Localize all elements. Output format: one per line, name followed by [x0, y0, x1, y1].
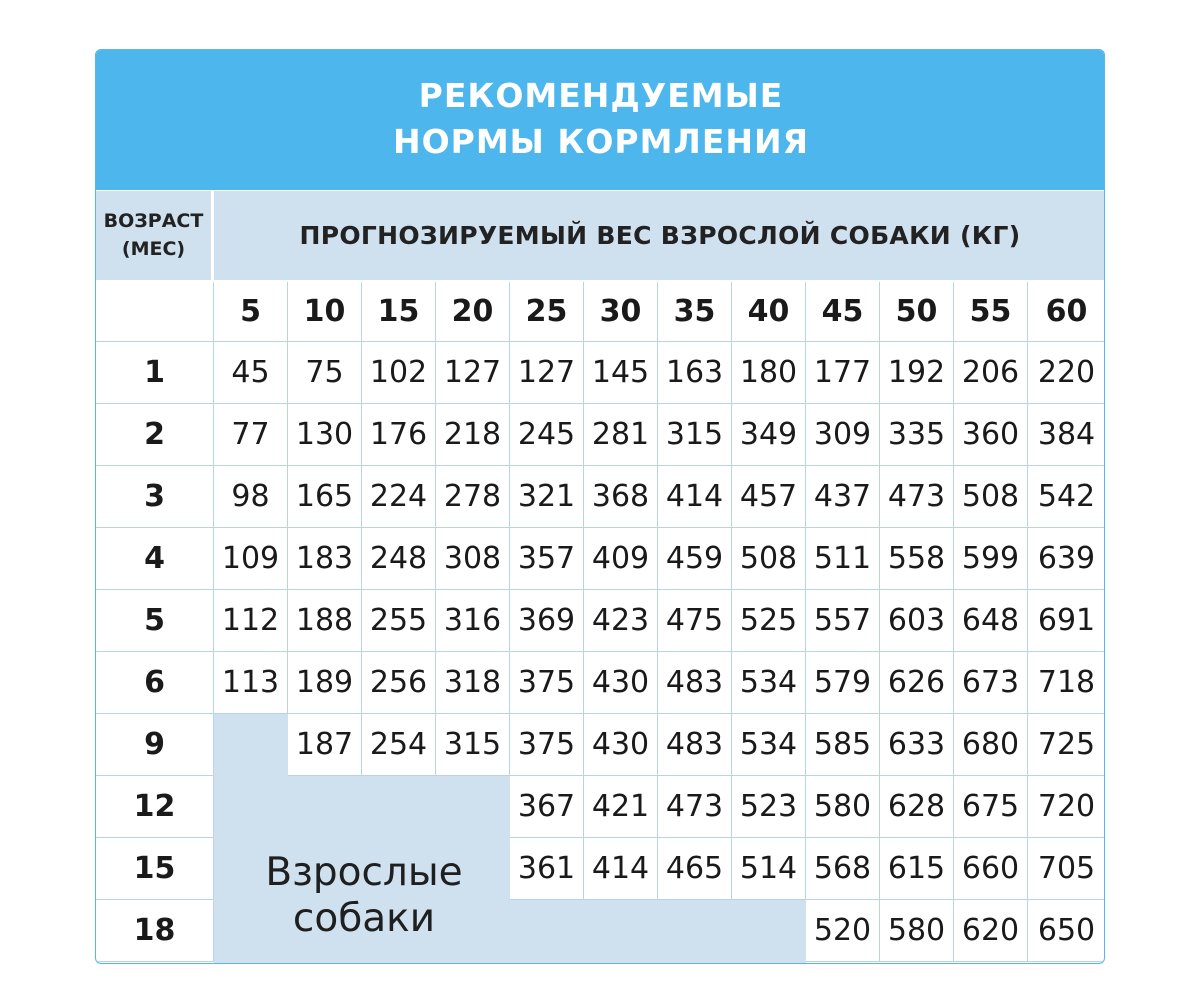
value-cell: 542 — [1028, 466, 1105, 528]
value-cell: 369 — [510, 590, 584, 652]
weight-column-50: 50 — [880, 282, 954, 342]
value-cell: 705 — [1028, 838, 1105, 900]
value-cell: 183 — [288, 528, 362, 590]
value-cell: 639 — [1028, 528, 1105, 590]
value-cell: 680 — [954, 714, 1028, 776]
weight-column-55: 55 — [954, 282, 1028, 342]
value-cell: 620 — [954, 900, 1028, 962]
value-cell: 75 — [288, 342, 362, 404]
adult-label-line-1: Взрослые — [265, 850, 463, 895]
value-cell: 534 — [732, 652, 806, 714]
value-cell: 430 — [584, 652, 658, 714]
value-cell: 465 — [658, 838, 732, 900]
age-cell-4: 4 — [96, 528, 214, 590]
value-cell: 206 — [954, 342, 1028, 404]
value-cell: 473 — [880, 466, 954, 528]
value-cell: 77 — [214, 404, 288, 466]
value-cell: 321 — [510, 466, 584, 528]
value-cell: 109 — [214, 528, 288, 590]
value-cell: 615 — [880, 838, 954, 900]
adult-label-line-2: собаки — [292, 896, 436, 941]
adult-shade-region — [214, 714, 288, 776]
feeding-table-card — [95, 49, 1105, 964]
value-cell: 375 — [510, 652, 584, 714]
title-bar — [96, 50, 1105, 190]
value-cell: 316 — [436, 590, 510, 652]
value-cell: 508 — [732, 528, 806, 590]
adult-shade-region — [214, 776, 510, 838]
age-header-spacer — [96, 282, 214, 342]
value-cell: 483 — [658, 652, 732, 714]
value-cell: 628 — [880, 776, 954, 838]
value-cell: 45 — [214, 342, 288, 404]
value-cell: 568 — [806, 838, 880, 900]
value-cell: 523 — [732, 776, 806, 838]
value-cell: 423 — [584, 590, 658, 652]
value-cell: 218 — [436, 404, 510, 466]
value-cell: 224 — [362, 466, 436, 528]
value-cell: 367 — [510, 776, 584, 838]
value-cell: 165 — [288, 466, 362, 528]
age-cell-2: 2 — [96, 404, 214, 466]
age-cell-9: 9 — [96, 714, 214, 776]
value-cell: 675 — [954, 776, 1028, 838]
value-cell: 691 — [1028, 590, 1105, 652]
value-cell: 580 — [806, 776, 880, 838]
value-cell: 718 — [1028, 652, 1105, 714]
value-cell: 720 — [1028, 776, 1105, 838]
value-cell: 130 — [288, 404, 362, 466]
value-cell: 318 — [436, 652, 510, 714]
weight-column-25: 25 — [510, 282, 584, 342]
value-cell: 414 — [584, 838, 658, 900]
value-cell: 580 — [880, 900, 954, 962]
age-cell-3: 3 — [96, 466, 214, 528]
value-cell: 525 — [732, 590, 806, 652]
title-line-1: РЕКОМЕНДУЕМЫЕ — [418, 76, 784, 115]
value-cell: 145 — [584, 342, 658, 404]
value-cell: 660 — [954, 838, 1028, 900]
value-cell: 579 — [806, 652, 880, 714]
value-cell: 163 — [658, 342, 732, 404]
value-cell: 127 — [510, 342, 584, 404]
age-cell-6: 6 — [96, 652, 214, 714]
value-cell: 192 — [880, 342, 954, 404]
value-cell: 220 — [1028, 342, 1105, 404]
value-cell: 520 — [806, 900, 880, 962]
weight-column-15: 15 — [362, 282, 436, 342]
value-cell: 437 — [806, 466, 880, 528]
age-header-line-2: (МЕС) — [121, 238, 186, 260]
value-cell: 349 — [732, 404, 806, 466]
value-cell: 430 — [584, 714, 658, 776]
weight-column-35: 35 — [658, 282, 732, 342]
value-cell: 414 — [658, 466, 732, 528]
value-cell: 98 — [214, 466, 288, 528]
value-cell: 585 — [806, 714, 880, 776]
value-cell: 508 — [954, 466, 1028, 528]
value-cell: 473 — [658, 776, 732, 838]
weight-column-40: 40 — [732, 282, 806, 342]
value-cell: 557 — [806, 590, 880, 652]
age-column-header — [96, 191, 211, 280]
weight-column-30: 30 — [584, 282, 658, 342]
value-cell: 483 — [658, 714, 732, 776]
title-line-2: НОРМЫ КОРМЛЕНИЯ — [392, 122, 810, 161]
value-cell: 112 — [214, 590, 288, 652]
value-cell: 335 — [880, 404, 954, 466]
value-cell: 475 — [658, 590, 732, 652]
weight-column-5: 5 — [214, 282, 288, 342]
value-cell: 187 — [288, 714, 362, 776]
age-cell-1: 1 — [96, 342, 214, 404]
value-cell: 309 — [806, 404, 880, 466]
value-cell: 514 — [732, 838, 806, 900]
age-header-line-1: ВОЗРАСТ — [103, 210, 204, 232]
weight-header — [214, 191, 1105, 280]
value-cell: 558 — [880, 528, 954, 590]
value-cell: 421 — [584, 776, 658, 838]
age-cell-15: 15 — [96, 838, 214, 900]
value-cell: 457 — [732, 466, 806, 528]
value-cell: 113 — [214, 652, 288, 714]
value-cell: 315 — [436, 714, 510, 776]
value-cell: 511 — [806, 528, 880, 590]
value-cell: 361 — [510, 838, 584, 900]
value-cell: 278 — [436, 466, 510, 528]
weight-column-20: 20 — [436, 282, 510, 342]
weight-column-10: 10 — [288, 282, 362, 342]
value-cell: 127 — [436, 342, 510, 404]
value-cell: 459 — [658, 528, 732, 590]
value-cell: 633 — [880, 714, 954, 776]
value-cell: 409 — [584, 528, 658, 590]
value-cell: 375 — [510, 714, 584, 776]
value-cell: 626 — [880, 652, 954, 714]
value-cell: 177 — [806, 342, 880, 404]
value-cell: 281 — [584, 404, 658, 466]
value-cell: 248 — [362, 528, 436, 590]
value-cell: 648 — [954, 590, 1028, 652]
value-cell: 725 — [1028, 714, 1105, 776]
value-cell: 368 — [584, 466, 658, 528]
weight-column-45: 45 — [806, 282, 880, 342]
value-cell: 102 — [362, 342, 436, 404]
value-cell: 315 — [658, 404, 732, 466]
value-cell: 599 — [954, 528, 1028, 590]
weight-header-text: ПРОГНОЗИРУЕМЫЙ ВЕС ВЗРОСЛОЙ СОБАКИ (КГ) — [299, 221, 1021, 250]
value-cell: 245 — [510, 404, 584, 466]
value-cell: 603 — [880, 590, 954, 652]
age-cell-12: 12 — [96, 776, 214, 838]
age-cell-18: 18 — [96, 900, 214, 962]
adult-dogs-label — [214, 850, 514, 942]
value-cell: 384 — [1028, 404, 1105, 466]
value-cell: 650 — [1028, 900, 1105, 962]
value-cell: 360 — [954, 404, 1028, 466]
value-cell: 673 — [954, 652, 1028, 714]
value-cell: 189 — [288, 652, 362, 714]
value-cell: 256 — [362, 652, 436, 714]
weight-column-60: 60 — [1028, 282, 1105, 342]
value-cell: 254 — [362, 714, 436, 776]
value-cell: 357 — [510, 528, 584, 590]
value-cell: 188 — [288, 590, 362, 652]
age-cell-5: 5 — [96, 590, 214, 652]
value-cell: 255 — [362, 590, 436, 652]
value-cell: 180 — [732, 342, 806, 404]
value-cell: 176 — [362, 404, 436, 466]
value-cell: 534 — [732, 714, 806, 776]
value-cell: 308 — [436, 528, 510, 590]
